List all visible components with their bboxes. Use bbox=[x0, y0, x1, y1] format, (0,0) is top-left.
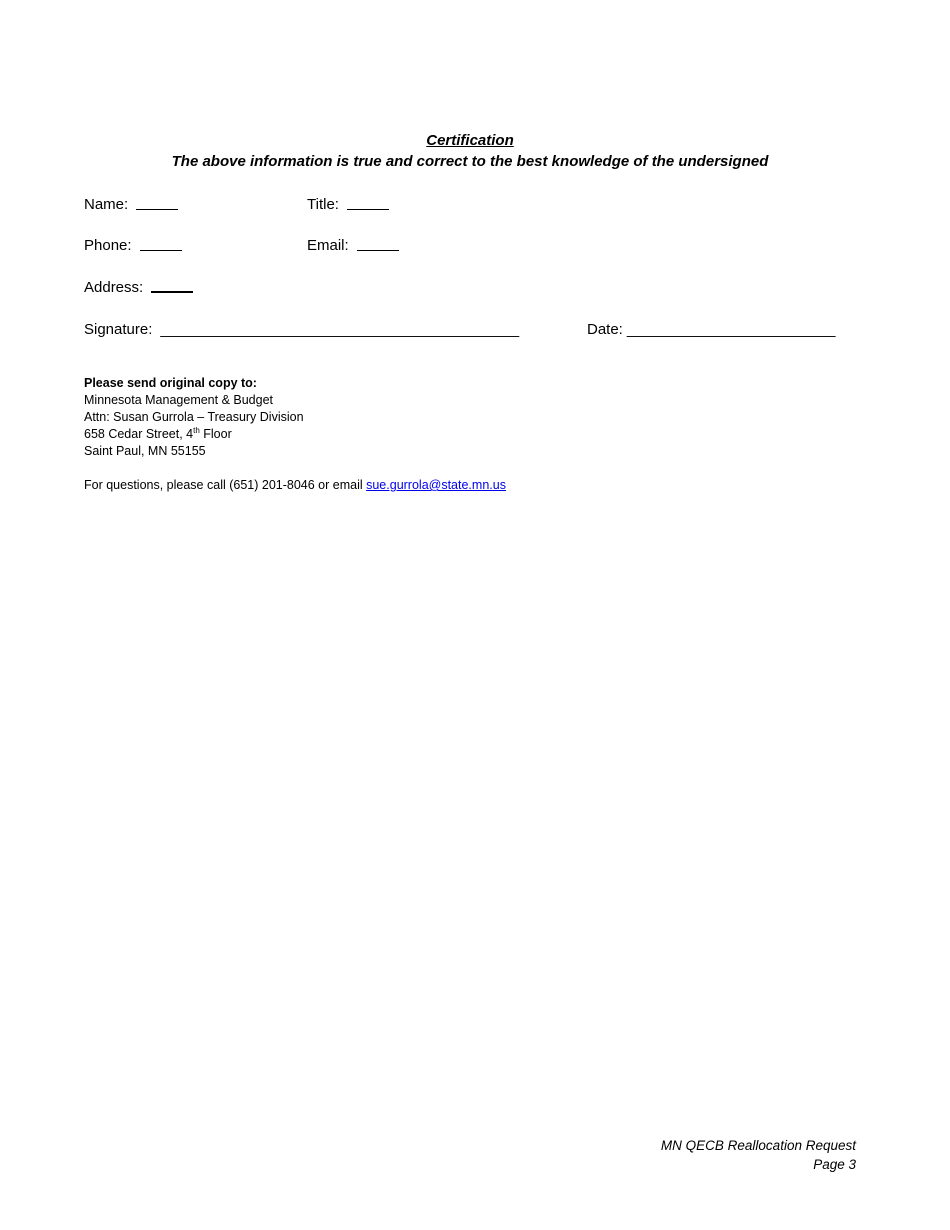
signature-line[interactable]: ___________________________________________ bbox=[160, 321, 520, 338]
mailing-street bbox=[84, 427, 232, 441]
date-field[interactable] bbox=[587, 321, 835, 338]
email-field bbox=[307, 237, 399, 254]
name-field bbox=[84, 196, 178, 213]
title-label: Title: bbox=[307, 196, 339, 213]
date-label: Date: bbox=[587, 321, 623, 338]
contact-email-link[interactable]: sue.gurrola@state.mn.us bbox=[366, 478, 506, 492]
date-line[interactable]: _________________________ bbox=[626, 321, 836, 338]
phone-blank[interactable] bbox=[140, 249, 182, 251]
street-ordinal: th bbox=[193, 425, 200, 435]
mailing-attn: Attn: Susan Gurrola – Treasury Division bbox=[84, 410, 304, 424]
name-blank[interactable] bbox=[136, 208, 178, 210]
mailing-organization: Minnesota Management & Budget bbox=[84, 393, 274, 407]
footer-document-title: MN QECB Reallocation Request bbox=[660, 1138, 856, 1153]
address-field bbox=[84, 279, 193, 296]
email-blank[interactable] bbox=[357, 249, 399, 251]
questions-text: For questions, please call (651) 201-8046 or email bbox=[84, 478, 367, 492]
certification-statement: The above information is true and correct to the best knowledge of the undersigned bbox=[171, 153, 769, 170]
phone-field bbox=[84, 237, 182, 254]
questions-line bbox=[84, 478, 506, 492]
mailing-city: Saint Paul, MN 55155 bbox=[84, 444, 206, 458]
title-blank[interactable] bbox=[347, 208, 389, 210]
email-label: Email: bbox=[307, 237, 349, 254]
signature-label: Signature: bbox=[84, 321, 153, 338]
certification-title: Certification bbox=[426, 132, 514, 149]
address-label: Address: bbox=[84, 279, 144, 296]
street-suffix: Floor bbox=[199, 427, 232, 441]
address-blank[interactable] bbox=[151, 290, 193, 293]
mailing-heading: Please send original copy to: bbox=[84, 376, 257, 390]
phone-label: Phone: bbox=[84, 237, 132, 254]
name-label: Name: bbox=[84, 196, 129, 213]
footer-page-number: Page 3 bbox=[813, 1157, 856, 1172]
title-field bbox=[307, 196, 389, 213]
street-prefix: 658 Cedar Street, 4 bbox=[84, 427, 194, 441]
signature-field[interactable] bbox=[84, 321, 519, 338]
